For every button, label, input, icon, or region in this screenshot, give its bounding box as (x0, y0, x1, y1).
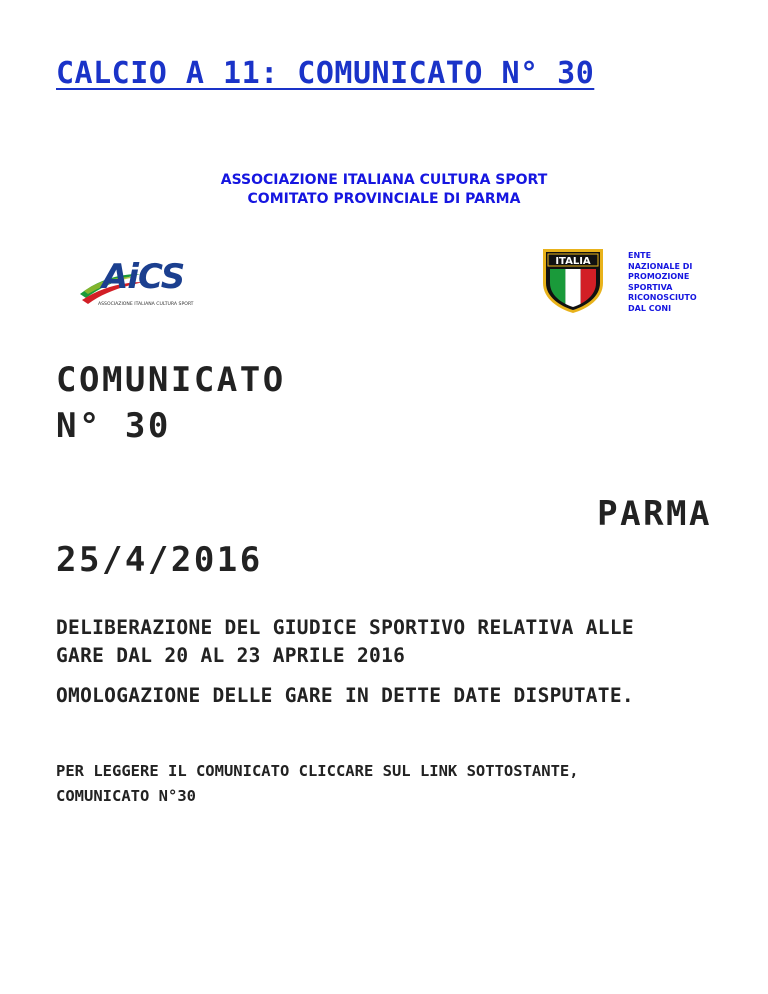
ente-line: NAZIONALE DI (628, 261, 693, 271)
ente-line: RICONOSCIUTO (628, 293, 697, 302)
heading-city: PARMA (597, 494, 712, 534)
letterhead-association: ASSOCIAZIONE ITALIANA CULTURA SPORT (220, 172, 548, 188)
instruction-text: PER LEGGERE IL COMUNICATO CLICCARE SUL LINK SOTTOSTANTE, (56, 762, 579, 780)
heading-comunicato: COMUNICATO (56, 360, 286, 400)
shield-label: ITALIA (555, 256, 591, 267)
aics-logo-icon (78, 250, 198, 312)
aics-tagline: ASSOCIAZIONE ITALIANA CULTURA SPORT (98, 302, 194, 307)
ente-line: ENTE (628, 251, 652, 260)
deliberation-line-1: DELIBERAZIONE DEL GIUDICE SPORTIVO RELATIVA ALLE (56, 616, 634, 639)
ente-line: SPORTIVA (628, 282, 673, 292)
page-title-link[interactable]: CALCIO A 11: COMUNICATO N° 30 (56, 56, 595, 91)
letterhead-committee: COMITATO PROVINCIALE DI PARMA (247, 191, 521, 207)
aics-wordmark: AiCS (102, 257, 185, 297)
ente-line: PROMOZIONE (628, 272, 690, 281)
comunicato-link[interactable]: COMUNICATO N°30 (56, 787, 196, 805)
deliberation-line-2: GARE DAL 20 AL 23 APRILE 2016 (56, 644, 406, 667)
heading-date: 25/4/2016 (56, 540, 263, 580)
omologation-text: OMOLOGAZIONE DELLE GARE IN DETTE DATE DISPUTATE. (56, 684, 634, 707)
ente-recognition-block (628, 251, 718, 314)
italia-shield-icon (541, 247, 605, 315)
heading-number: N° 30 (56, 406, 171, 446)
ente-line: DAL CONI (628, 303, 672, 313)
